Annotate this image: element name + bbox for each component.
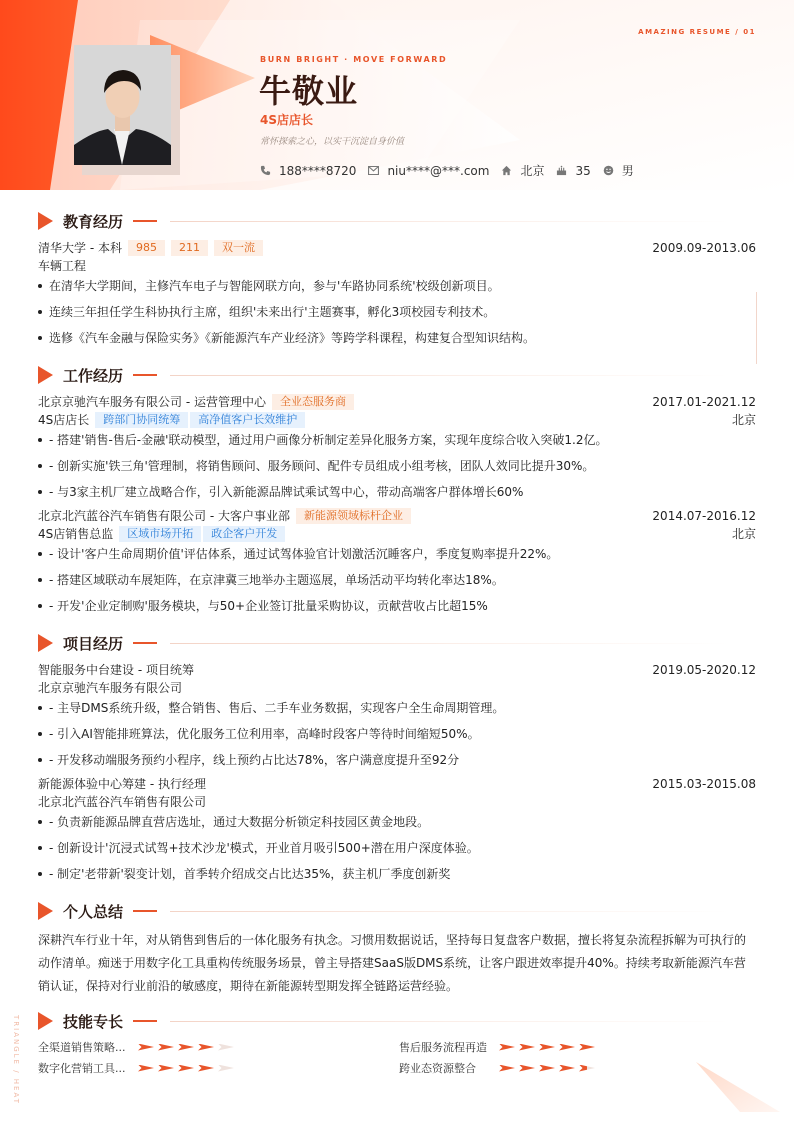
skill-level-flag xyxy=(138,1044,154,1051)
home-icon xyxy=(501,165,512,176)
job-bullet: - 设计'客户生命周期价值'评估体系，通过试驾体验官计划激活沉睡客户，季度复购率提升22%。 xyxy=(38,545,756,562)
avatar xyxy=(74,45,171,165)
education-tag: 985 xyxy=(128,240,165,256)
summary-text: 深耕汽车行业十年，对从销售到售后的一体化服务有执念。习惯用数据说话，坚持每日复盘客户数据，擅长将复杂流程拆解为可执行的动作清单。痴迷于用数字化工具重构传统服务场景，曾主导搭建SaaS版DMS系统，让客户跟进效率提升40%。持续考取新能源汽车营销认证，保持对行业前沿的敏感度，期待在新能源转型期发挥全链路运营经验。 xyxy=(38,933,747,993)
project-bullet: - 引入AI智能排班算法，优化服务工位利用率，高峰时段客户等待时间缩短50%。 xyxy=(38,725,756,742)
heading-dash xyxy=(133,1020,157,1022)
skill-name: 数字化营销工具... xyxy=(38,1062,126,1075)
job-period: 2014.07-2016.12 xyxy=(652,508,756,523)
education-bullet: 选修《汽车金融与保险实务》《新能源汽车产业经济》等跨学科课程，构建复合型知识结构。 xyxy=(38,329,756,346)
projects-heading xyxy=(38,633,157,653)
skill-level xyxy=(499,1044,599,1051)
skill-level xyxy=(138,1044,238,1051)
job-position-row xyxy=(38,525,756,542)
contact-gender xyxy=(603,162,634,179)
skills-heading xyxy=(38,1011,157,1031)
project-period: 2019.05-2020.12 xyxy=(652,662,756,677)
education-tag: 211 xyxy=(171,240,208,256)
contact-age xyxy=(556,164,590,178)
company-tag: 新能源领域标杆企业 xyxy=(296,508,411,524)
job-location: 北京 xyxy=(731,413,756,427)
job-company-row xyxy=(38,393,756,410)
position-tag: 政企客户开发 xyxy=(203,526,285,542)
job-period: 2017.01-2021.12 xyxy=(652,394,756,409)
work-heading xyxy=(38,365,157,385)
section-divider xyxy=(170,1021,730,1022)
project-bullet: - 负责新能源品牌直营店选址，通过大数据分析锁定科技园区黄金地段。 xyxy=(38,813,756,830)
city-value: 北京 xyxy=(520,164,545,178)
summary-title: 个人总结 xyxy=(63,902,124,921)
job-bullet: - 搭建'销售-售后-金融'联动模型，通过用户画像分析制定差异化服务方案，实现年度综合收入突破1.2亿。 xyxy=(38,431,756,448)
job-bullet: - 创新实施'铁三角'管理制，将销售顾问、服务顾问、配件专员组成小组考核，团队人效同比提升30%。 xyxy=(38,457,756,474)
job-position: 4S店销售总监 xyxy=(38,527,114,541)
skill-level xyxy=(499,1065,599,1072)
gender-value: 男 xyxy=(621,164,634,178)
triangle-icon xyxy=(38,1012,53,1030)
project-bullet: - 制定'老带新'裂变计划，首季转介绍成交占比达35%，获主机厂季度创新奖 xyxy=(38,865,756,882)
heading-dash xyxy=(133,910,157,912)
page-marker: AMAZING RESUME / 01 xyxy=(638,28,756,36)
contact-bar xyxy=(260,162,646,179)
skill-level-flag xyxy=(519,1065,535,1072)
skill-item xyxy=(38,1060,238,1076)
skill-level-flag xyxy=(218,1044,234,1051)
education-title: 教育经历 xyxy=(63,212,124,231)
heading-dash xyxy=(133,374,157,376)
candidate-motto: 常怀探索之心，以实干沉淀自身价值 xyxy=(260,137,405,147)
phone-value: 188****8720 xyxy=(279,163,357,178)
skill-item xyxy=(399,1039,599,1055)
skill-level-flag xyxy=(519,1044,535,1051)
side-caption: TRIANGLE / HEAT xyxy=(12,1015,20,1105)
skill-level-flag xyxy=(178,1044,194,1051)
job-company-row xyxy=(38,507,756,524)
company-tag: 全业态服务商 xyxy=(272,394,354,410)
job-bullet: - 搭建区域联动车展矩阵，在京津冀三地举办主题巡展，单场活动平均转化率达18%。 xyxy=(38,571,756,588)
skill-item xyxy=(399,1060,599,1076)
contact-email xyxy=(368,164,489,178)
section-divider xyxy=(170,221,730,222)
smile-icon xyxy=(603,165,614,176)
skill-level-flag xyxy=(178,1065,194,1072)
projects-title: 项目经历 xyxy=(63,634,124,653)
major-row xyxy=(38,257,756,274)
education-heading xyxy=(38,211,157,231)
section-divider xyxy=(170,375,730,376)
project-period: 2015.03-2015.08 xyxy=(652,776,756,791)
skill-level-flag xyxy=(198,1044,214,1051)
skill-level-flag xyxy=(539,1065,555,1072)
triangle-icon xyxy=(38,634,53,652)
project-org: 北京北汽蓝谷汽车销售有限公司 xyxy=(38,795,207,809)
project-row xyxy=(38,775,756,792)
project-bullet: - 主导DMS系统升级，整合销售、售后、二手车业务数据，实现客户全生命周期管理。 xyxy=(38,699,756,716)
side-rule xyxy=(756,292,757,364)
skill-level-flag xyxy=(138,1065,154,1072)
skill-level-flag xyxy=(579,1044,595,1051)
skill-level-flag xyxy=(539,1044,555,1051)
age-value: 35 xyxy=(575,163,591,178)
project-name: 新能源体验中心筹建 - 执行经理 xyxy=(38,777,206,791)
slogan: BURN BRIGHT · MOVE FORWARD xyxy=(260,55,448,64)
section-divider xyxy=(170,643,730,644)
mail-icon xyxy=(368,166,379,175)
project-bullet: - 开发移动端服务预约小程序，线上预约占比达78%，客户满意度提升至92分 xyxy=(38,751,756,768)
skill-level-flag xyxy=(158,1065,174,1072)
skill-level-flag xyxy=(158,1044,174,1051)
cake-icon xyxy=(556,165,567,176)
job-bullet: - 与3家主机厂建立战略合作，引入新能源品牌试乘试驾中心，带动高端客户群体增长60% xyxy=(38,483,756,500)
contact-city xyxy=(501,162,544,179)
skill-name: 售后服务流程再造 xyxy=(399,1041,487,1054)
skills-title: 技能专长 xyxy=(63,1012,124,1031)
candidate-role: 4S店店长 xyxy=(260,113,313,127)
email-value: niu****@***.com xyxy=(387,163,490,178)
skill-level-flag xyxy=(218,1065,234,1072)
education-tag: 双一流 xyxy=(214,240,263,256)
job-company: 北京北汽蓝谷汽车销售有限公司 - 大客户事业部 xyxy=(38,509,290,523)
position-tag: 区域市场开拓 xyxy=(119,526,201,542)
summary-heading xyxy=(38,901,157,921)
job-bullet: - 开发'企业定制购'服务模块，与50+企业签订批量采购协议，贡献营收占比超15% xyxy=(38,597,756,614)
heading-dash xyxy=(133,220,157,222)
education-bullet: 连续三年担任学生科协执行主席，组织'未来出行'主题赛事，孵化3项校园专利技术。 xyxy=(38,303,756,320)
project-org-row xyxy=(38,793,756,810)
education-row xyxy=(38,239,756,256)
job-position: 4S店店长 xyxy=(38,413,90,427)
education-bullet: 在清华大学期间，主修汽车电子与智能网联方向，参与'车路协同系统'校级创新项目。 xyxy=(38,277,756,294)
work-title: 工作经历 xyxy=(63,366,124,385)
position-tag: 跨部门协同统筹 xyxy=(95,412,188,428)
school-name: 清华大学 - 本科 xyxy=(38,241,122,255)
job-company: 北京京驰汽车服务有限公司 - 运营管理中心 xyxy=(38,395,266,409)
skill-item xyxy=(38,1039,238,1055)
triangle-icon xyxy=(38,902,53,920)
contact-phone xyxy=(260,164,356,178)
project-bullet: - 创新设计'沉浸式试驾+技术沙龙'模式，开业首月吸引500+潜在用户深度体验。 xyxy=(38,839,756,856)
section-divider xyxy=(170,911,730,912)
skill-name: 全渠道销售策略... xyxy=(38,1041,126,1054)
skill-level-flag xyxy=(499,1044,515,1051)
project-name: 智能服务中台建设 - 项目统筹 xyxy=(38,663,194,677)
major: 车辆工程 xyxy=(38,259,87,273)
phone-icon xyxy=(260,165,271,176)
skill-name: 跨业态资源整合 xyxy=(399,1062,476,1075)
skill-level-flag xyxy=(499,1065,515,1072)
job-location: 北京 xyxy=(731,527,756,541)
skill-level-flag xyxy=(579,1065,595,1072)
candidate-name: 牛敬业 xyxy=(259,72,359,110)
skill-level-flag xyxy=(559,1065,575,1072)
job-position-row xyxy=(38,411,756,428)
position-tag: 高净值客户长效维护 xyxy=(190,412,305,428)
triangle-icon xyxy=(38,212,53,230)
skill-level-flag xyxy=(198,1065,214,1072)
project-row xyxy=(38,661,756,678)
corner-decoration xyxy=(690,1060,794,1123)
education-period: 2009.09-2013.06 xyxy=(652,240,756,255)
heading-dash xyxy=(133,642,157,644)
project-org: 北京京驰汽车服务有限公司 xyxy=(38,681,183,695)
skill-level-flag xyxy=(559,1044,575,1051)
triangle-icon xyxy=(38,366,53,384)
skill-level xyxy=(138,1065,238,1072)
project-org-row xyxy=(38,679,756,696)
